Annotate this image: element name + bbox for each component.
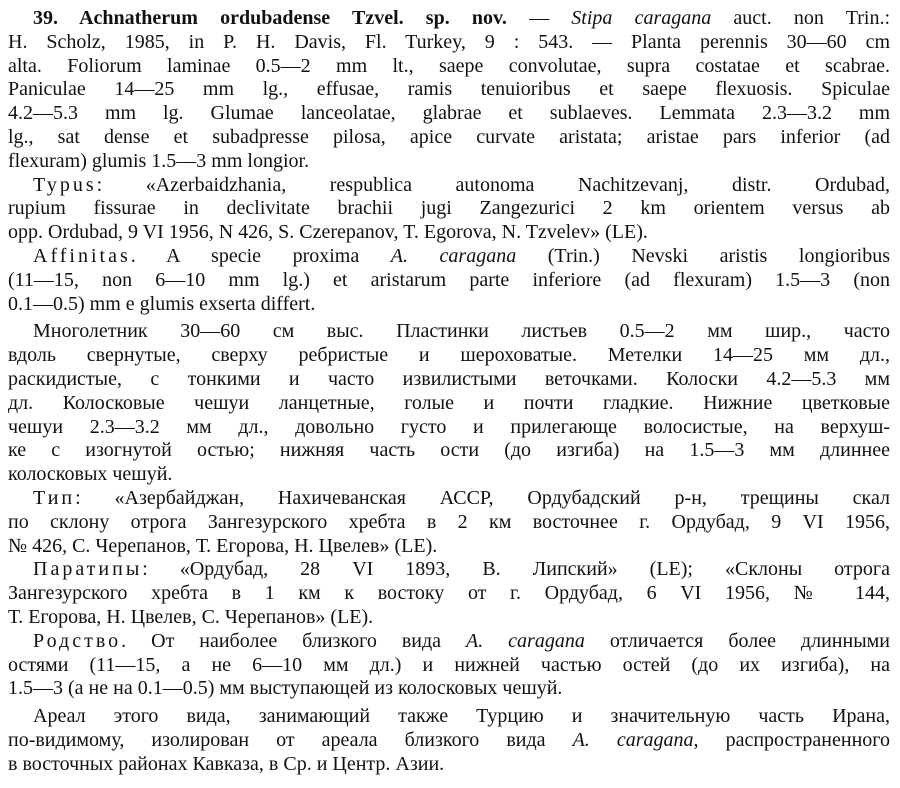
text-segment: раскидистые, с тонкими и часто извилистыми веточками. Колоски 4.2—5.3 мм (8, 367, 890, 390)
text-line (8, 705, 890, 729)
text-line (8, 320, 890, 344)
text-line (8, 7, 890, 31)
text-line (8, 31, 890, 55)
text-line (8, 221, 890, 245)
text-line (8, 392, 890, 416)
text-segment: . От наиболее близкого вида (121, 629, 466, 652)
text-segment: Т. Егорова, Н. Цвелев, С. Черепанов» (LE). (8, 605, 374, 628)
text-line (8, 126, 890, 150)
text-segment: H. Scholz, 1985, in P. H. Davis, Fl. Turkey, 9 : 543. — Planta perennis 30—60 cm (8, 30, 890, 53)
section-label: Родство (33, 629, 122, 652)
text-segment: — (506, 7, 572, 29)
text-line (8, 245, 890, 269)
text-segment: отличается более длинными (584, 629, 890, 652)
section-label: Typus (33, 173, 97, 196)
taxon-name-italic: Stipa caragana (571, 7, 712, 29)
text-segment: Ареал этого вида, занимающий также Турцию и значительную часть Ирана, (33, 705, 890, 728)
text-line (8, 606, 890, 630)
paragraph-distribution-russian (8, 705, 890, 776)
text-line (8, 630, 890, 654)
paragraph-typus-latin (8, 174, 890, 245)
text-segment: дл. Колосковые чешуи ланцетные, голые и почти гладкие. Нижние цветковые (8, 391, 890, 414)
text-line (8, 654, 890, 678)
text-segment: Многолетник 30—60 см выс. Пластинки листьев 0.5—2 мм шир., часто (33, 320, 890, 343)
text-line (8, 677, 890, 701)
text-line (8, 487, 890, 511)
species-title: 39. Achnatherum ordubadense Tzvel. sp. nov. (33, 7, 507, 29)
paragraph-species-heading-latin-description (8, 7, 890, 174)
text-segment: колосковых чешуй. (8, 463, 173, 486)
text-segment: lg., sat dense et subadpresse pilosa, apice curvate aristata; aristae pars inferior (ad (8, 125, 890, 148)
text-line (8, 55, 890, 79)
text-segment: по-видимому, изолирован от ареала близкого вида (8, 728, 573, 751)
text-segment: в восточных районах Кавказа, в Ср. и Центр. Азии. (8, 752, 445, 775)
text-segment: 0.1—0.5) mm e glumis exserta differt. (8, 292, 316, 315)
text-segment: : «Azerbaidzhania, respublica autonoma Nachitzevanj, distr. Ordubad, (96, 173, 890, 196)
text-segment: по склону отрога Зангезурского хребта в 2 км восточнее г. Ордубад, 9 VI 1956, (8, 510, 890, 533)
text-line (8, 729, 890, 753)
text-segment: № 426, С. Черепанов, Т. Егорова, Н. Цвелев» (LE). (8, 534, 438, 557)
text-segment: вдоль свернутые, сверху ребристые и шероховатые. Метелки 14—25 мм дл., (8, 344, 890, 367)
text-line (8, 150, 890, 174)
text-segment: . A specie proxima (130, 244, 391, 267)
text-segment: rupium fissurae in declivitate brachii jugi Zangezurici 2 km orientem versus ab (8, 197, 890, 220)
text-segment: 4.2—5.3 mm lg. Glumae lanceolatae, glabrae et sublaeves. Lemmata 2.3—3.2 mm (8, 102, 890, 125)
text-segment: : «Азербайджан, Нахичеванская АССР, Ордубадский р-н, трещины скал (75, 486, 890, 509)
paragraph-affinity-russian (8, 630, 890, 701)
text-line (8, 511, 890, 535)
text-line (8, 753, 890, 777)
section-label: Affinitas (33, 244, 131, 267)
paragraph-affinitas-latin (8, 245, 890, 316)
text-segment: Зангезурского хребта в 1 км к востоку от г. Ордубад, 6 VI 1956, № 144, (8, 582, 890, 605)
text-line (8, 269, 890, 293)
paragraph-paratypes-russian (8, 558, 890, 629)
paragraph-type-russian (8, 487, 890, 558)
text-line (8, 463, 890, 487)
text-line (8, 102, 890, 126)
text-line (8, 174, 890, 198)
text-line (8, 416, 890, 440)
text-segment: чешуи 2.3—3.2 мм дл., довольно густо и прилегающе волосистые, на верхуш- (8, 415, 890, 438)
text-line (8, 535, 890, 559)
text-line (8, 197, 890, 221)
taxon-name-italic: A. caragana (572, 728, 694, 751)
text-segment: alta. Foliorum laminae 0.5—2 mm lt., saepe convolutae, supra costatae et scabrae. (8, 54, 890, 77)
document-page (8, 7, 890, 777)
text-segment: flexuram) glumis 1.5—3 mm longior. (8, 149, 310, 172)
text-segment: остями (11—15, а не 6—10 мм дл.) и нижней частью остей (до их изгиба), на (8, 653, 890, 676)
text-line (8, 558, 890, 582)
section-label: Тип (33, 486, 76, 509)
text-line (8, 78, 890, 102)
text-segment: : «Ордубад, 28 VI 1893, В. Липский» (LE); «Склоны отрога (142, 558, 890, 581)
text-segment: (11—15, non 6—10 mm lg.) et aristarum parte inferiore (ad flexuram) 1.5—3 (non (8, 268, 890, 291)
section-label: Паратипы (33, 558, 143, 581)
text-segment: auct. non Trin.: (711, 7, 890, 29)
text-line (8, 582, 890, 606)
text-segment: , распространенного (693, 728, 890, 751)
taxon-name-italic: A. caragana (465, 629, 585, 652)
text-segment: (Trin.) Nevski aristis longioribus (516, 244, 890, 267)
text-segment: Paniculae 14—25 mm lg., effusae, ramis tenuioribus et saepe flexuosis. Spiculae (8, 78, 890, 101)
text-line (8, 439, 890, 463)
paragraph-description-russian (8, 320, 890, 487)
text-segment: ке с изогнутой остью; нижняя часть ости (до изгиба) на 1.5—3 мм длиннее (8, 439, 890, 462)
text-segment: opp. Ordubad, 9 VI 1956, N 426, S. Czerepanov, T. Egorova, N. Tzvelev» (LE). (8, 221, 648, 244)
text-segment: 1.5—3 (а не на 0.1—0.5) мм выступающей из колосковых чешуй. (8, 677, 563, 700)
text-line (8, 344, 890, 368)
text-line (8, 293, 890, 317)
taxon-name-italic: A. caragana (390, 244, 517, 267)
text-line (8, 368, 890, 392)
